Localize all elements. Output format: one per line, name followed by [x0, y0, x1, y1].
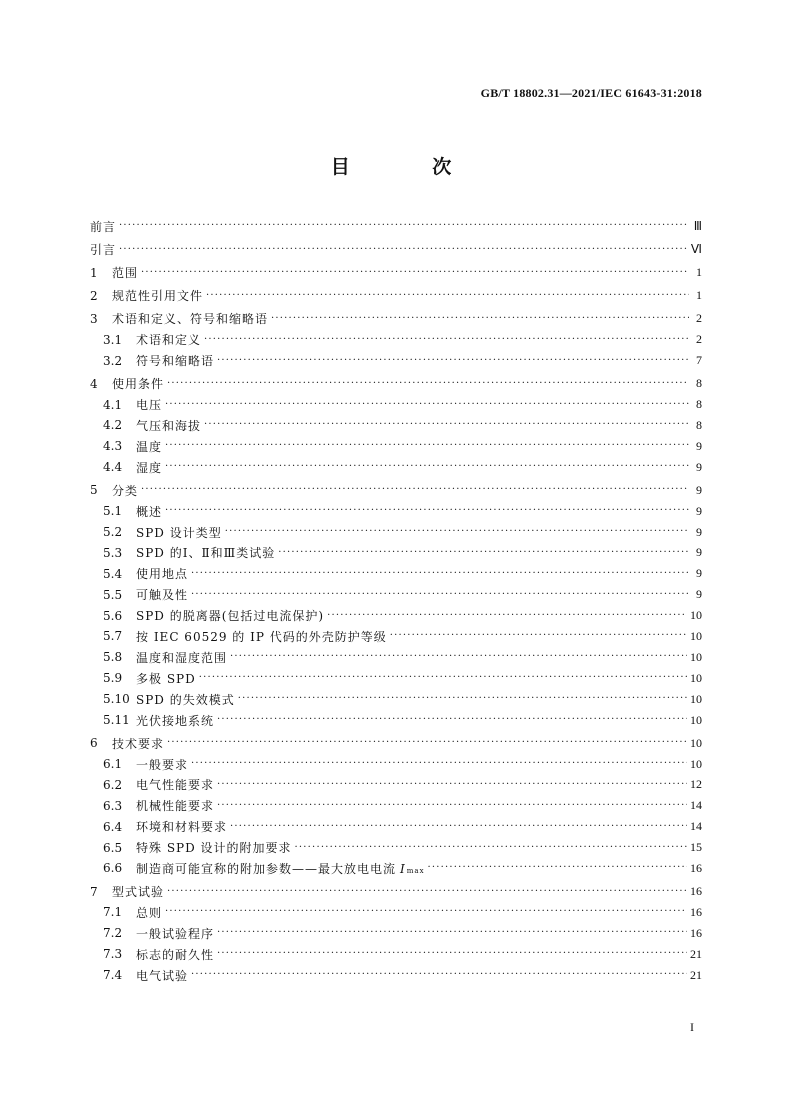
toc-entry[interactable] — [90, 710, 702, 731]
toc-dot-leader — [165, 399, 689, 411]
toc-entry[interactable] — [90, 965, 702, 986]
toc-entry-number: 6.2 — [103, 777, 123, 792]
toc-entry-page: 14 — [690, 798, 702, 813]
toc-entry[interactable] — [90, 285, 702, 306]
toc-entry-number: 5.3 — [103, 545, 123, 560]
toc-entry-page: 10 — [690, 756, 702, 771]
toc-dot-leader — [428, 862, 687, 874]
toc-entry-title: 湿度 — [136, 460, 163, 475]
toc-entry-page: 10 — [690, 608, 702, 623]
toc-entry-number: 6.3 — [103, 798, 123, 813]
toc-entry-title: 范围 — [112, 266, 139, 281]
toc-entry-title: 多极 SPD — [136, 671, 196, 686]
toc-entry[interactable] — [90, 329, 702, 350]
toc-entry-page: Ⅵ — [690, 242, 702, 257]
toc-entry-page: 9 — [696, 438, 702, 453]
toc-entry-title: 术语和定义、符号和缩略语 — [112, 312, 269, 327]
toc-dot-leader — [165, 505, 689, 517]
toc-dot-leader — [167, 737, 687, 749]
toc-entry-number: 5.1 — [103, 504, 123, 519]
toc-entry-page: 16 — [690, 860, 702, 875]
toc-entry-title: 概述 — [136, 504, 163, 519]
toc-entry-title: 特殊 SPD 设计的附加要求 — [136, 841, 292, 856]
toc-entry-number: 7 — [90, 884, 98, 899]
toc-entry-page: 10 — [690, 649, 702, 664]
toc-entry-number: 5.5 — [103, 587, 123, 602]
toc-entry-title: SPD 的脱离器(包括过电流保护) — [136, 609, 325, 624]
toc-dot-leader — [217, 714, 687, 726]
toc-dot-leader — [278, 547, 689, 559]
toc-entry[interactable] — [90, 902, 702, 923]
toc-entry-page: 16 — [690, 925, 702, 940]
toc-entry-title: SPD 设计类型 — [136, 525, 222, 540]
toc-entry-title: 电压 — [136, 398, 163, 412]
toc-entry[interactable] — [90, 795, 702, 816]
toc-entry-page: Ⅲ — [693, 218, 702, 233]
toc-entry-page: 16 — [690, 904, 702, 919]
toc-dot-leader — [165, 440, 689, 452]
toc-dot-leader — [238, 693, 687, 705]
toc-entry-title: 前言 — [90, 219, 117, 234]
toc-dot-leader — [191, 589, 689, 601]
toc-dot-leader — [167, 378, 689, 390]
toc-dot-leader — [119, 244, 688, 256]
toc-entry-page: 1 — [696, 265, 702, 280]
toc-dot-leader — [217, 948, 687, 960]
toc-entry[interactable] — [90, 522, 702, 543]
toc-entry[interactable] — [90, 216, 702, 237]
toc-entry-title: 一般试验程序 — [136, 926, 215, 941]
toc-entry-number: 4 — [90, 376, 98, 391]
toc-entry[interactable] — [90, 563, 702, 584]
toc-entry-title: 技术要求 — [112, 736, 165, 751]
toc-entry-number: 5 — [90, 483, 98, 498]
toc-dot-leader — [167, 886, 687, 898]
toc-entry-page: 10 — [690, 691, 702, 706]
toc-entry-number: 3.2 — [103, 353, 123, 368]
toc-entry-page: 9 — [696, 482, 702, 497]
toc-entry[interactable] — [90, 436, 702, 457]
toc-dot-leader — [141, 267, 689, 279]
toc-entry-title: 制造商可能宣称的附加参数——最大放电电流 Imax — [136, 861, 425, 876]
toc-entry-number: 7.2 — [103, 926, 123, 941]
toc-entry-number: 6.5 — [103, 840, 123, 855]
toc-entry-number: 5.6 — [103, 608, 123, 623]
toc-entry-number: 6 — [90, 736, 98, 751]
toc-entry-page: 9 — [696, 545, 702, 560]
toc-entry-page: 9 — [696, 503, 702, 518]
toc-entry-number: 5.4 — [103, 566, 123, 581]
toc-entry-page: 21 — [690, 967, 702, 982]
toc-dot-leader — [119, 220, 689, 232]
toc-entry-title: 可触及性 — [136, 588, 189, 603]
toc-entry[interactable] — [90, 501, 702, 522]
toc-dot-leader — [199, 672, 687, 684]
toc-entry[interactable] — [90, 262, 702, 283]
toc-entry[interactable] — [90, 308, 702, 329]
toc-dot-leader — [191, 568, 689, 580]
toc-entry-title: 引言 — [90, 243, 117, 258]
toc-entry-number: 7.3 — [103, 947, 123, 962]
toc-entry-title: 标志的耐久性 — [136, 947, 215, 962]
toc-entry-title: 按 IEC 60529 的 IP 代码的外壳防护等级 — [136, 629, 387, 644]
toc-entry[interactable] — [90, 689, 702, 710]
toc-entry[interactable] — [90, 584, 702, 605]
toc-dot-leader — [295, 842, 687, 854]
toc-entry-number: 3.1 — [103, 332, 123, 347]
toc-entry-title: 机械性能要求 — [136, 799, 215, 814]
toc-entry[interactable] — [90, 668, 702, 689]
toc-entry-title: 术语和定义 — [136, 333, 202, 348]
toc-entry[interactable] — [90, 923, 702, 944]
toc-entry-page: 9 — [696, 566, 702, 581]
standard-code: GB/T 18802.31—2021/IEC 61643-31:2018 — [480, 86, 702, 100]
toc-entry-title: 分类 — [112, 483, 139, 498]
toc-entry-title: 使用地点 — [136, 567, 189, 582]
toc-entry-number: 4.1 — [103, 397, 123, 412]
toc-dot-leader — [217, 800, 687, 812]
toc-dot-leader — [230, 821, 687, 833]
toc-entry-number: 5.11 — [103, 713, 130, 728]
toc-dot-leader — [217, 927, 687, 939]
toc-entry[interactable] — [90, 837, 702, 858]
toc-entry-number: 5.2 — [103, 525, 123, 540]
page-number: I — [690, 1020, 694, 1034]
toc-dot-leader — [165, 906, 687, 918]
toc-entry-number: 2 — [90, 288, 98, 303]
toc-dot-leader — [204, 334, 689, 346]
toc-entry-page: 16 — [690, 884, 702, 899]
toc-entry-title: SPD 的Ⅰ、Ⅱ和Ⅲ类试验 — [136, 546, 276, 561]
toc-entry-page: 2 — [696, 311, 702, 326]
toc-entry-number: 1 — [90, 265, 98, 280]
toc-dot-leader — [230, 651, 687, 663]
toc-dot-leader — [141, 484, 689, 496]
toc-entry[interactable] — [90, 373, 702, 394]
toc-dot-leader — [165, 461, 689, 473]
toc-entry-page: 10 — [690, 670, 702, 685]
toc-entry-title: 光伏接地系统 — [136, 713, 215, 728]
toc-entry-page: 2 — [696, 332, 702, 347]
toc-entry-title: 规范性引用文件 — [112, 289, 204, 304]
toc-entry-page: 9 — [696, 524, 702, 539]
toc-entry-number: 4.3 — [103, 439, 123, 454]
toc-entry[interactable] — [90, 816, 702, 837]
toc-entry-title: 电气试验 — [136, 968, 189, 983]
toc-entry-title: 一般要求 — [136, 757, 189, 772]
toc-entry[interactable] — [90, 858, 702, 879]
toc-entry-page: 21 — [690, 946, 702, 961]
toc-entry[interactable] — [90, 542, 702, 563]
toc-entry-number: 7.1 — [103, 905, 123, 920]
toc-entry-number: 7.4 — [103, 968, 123, 983]
toc-entry[interactable] — [90, 774, 702, 795]
toc-dot-leader — [217, 779, 687, 791]
toc-entry[interactable] — [90, 626, 702, 647]
toc-entry-number: 4.2 — [103, 418, 123, 433]
toc-entry-page: 10 — [690, 735, 702, 750]
toc-dot-leader — [225, 526, 689, 538]
toc-entry-number: 5.9 — [103, 671, 123, 686]
toc-entry-page: 8 — [696, 376, 702, 391]
toc-entry[interactable] — [90, 733, 702, 754]
toc-entry[interactable] — [90, 457, 702, 478]
toc-entry[interactable] — [90, 647, 702, 668]
toc-dot-leader — [206, 290, 689, 302]
toc-entry-title: 温度 — [136, 439, 163, 454]
toc-entry-number: 4.4 — [103, 460, 123, 475]
toc-entry-title: SPD 的失效模式 — [136, 692, 235, 707]
toc-entry[interactable] — [90, 394, 702, 415]
toc-entry-page: 8 — [696, 417, 702, 432]
toc-entry[interactable] — [90, 944, 702, 965]
toc-dot-leader — [390, 630, 687, 642]
toc-dot-leader — [191, 969, 687, 981]
toc-entry[interactable] — [90, 480, 702, 501]
toc-entry-number: 6.4 — [103, 819, 123, 834]
toc-entry-page: 12 — [690, 777, 702, 792]
toc-entry-number: 6.6 — [103, 861, 123, 876]
toc-dot-leader — [271, 313, 689, 325]
toc-entry-title: 使用条件 — [112, 377, 165, 392]
toc-title: 目 次 — [330, 156, 490, 178]
toc-entry-number: 5.7 — [103, 629, 123, 644]
toc-entry[interactable] — [90, 415, 702, 436]
toc-entry-page: 7 — [696, 353, 702, 368]
toc-entry-page: 10 — [690, 712, 702, 727]
toc-entry-page: 9 — [696, 587, 702, 602]
toc-entry-number: 5.10 — [103, 692, 130, 707]
toc-entry-title: 型式试验 — [112, 885, 165, 900]
toc-entry-page: 8 — [696, 397, 702, 411]
toc-entry[interactable] — [90, 350, 702, 371]
toc-entry-title: 符号和缩略语 — [136, 354, 215, 369]
toc-entry[interactable] — [90, 605, 702, 626]
toc-dot-leader — [191, 758, 687, 770]
toc-entry-number: 3 — [90, 311, 98, 326]
toc-entry-page: 14 — [690, 819, 702, 834]
toc-entry[interactable] — [90, 754, 702, 775]
toc-dot-leader — [204, 419, 689, 431]
toc-entry-number: 5.8 — [103, 650, 123, 665]
toc-entry-title: 气压和海拔 — [136, 418, 202, 433]
table-of-contents — [90, 216, 702, 986]
toc-entry-title: 环境和材料要求 — [136, 820, 228, 835]
toc-entry-page: 9 — [696, 459, 702, 474]
toc-entry-title: 总则 — [136, 905, 163, 920]
toc-entry-number: 6.1 — [103, 757, 123, 772]
toc-entry-page: 15 — [690, 840, 702, 855]
toc-entry-page: 1 — [696, 288, 702, 303]
toc-entry-page: 10 — [690, 628, 702, 643]
toc-dot-leader — [217, 355, 689, 367]
toc-dot-leader — [327, 610, 687, 622]
toc-entry-title: 温度和湿度范围 — [136, 650, 228, 665]
toc-entry[interactable] — [90, 239, 702, 260]
toc-entry-title: 电气性能要求 — [136, 778, 215, 793]
toc-entry[interactable] — [90, 881, 702, 902]
